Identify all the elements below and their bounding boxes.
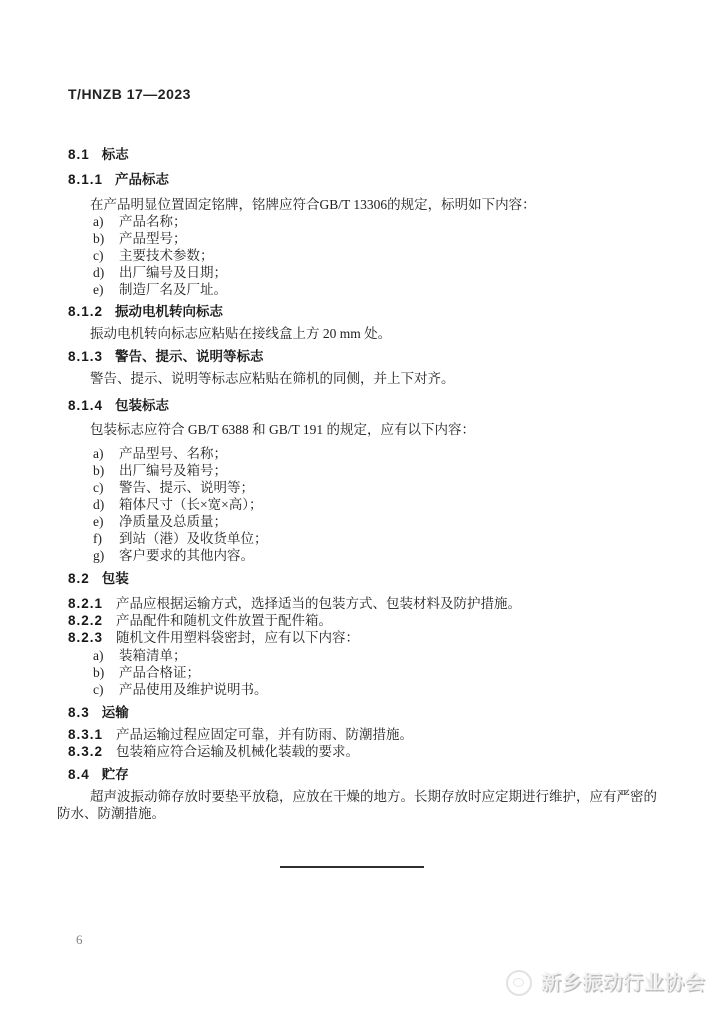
- clause-number: 8.2.3: [68, 630, 104, 645]
- list-item: [93, 647, 663, 664]
- list-item: [93, 530, 663, 547]
- clause-8.3.2: [68, 743, 663, 760]
- clause-8.2-heading: [68, 570, 663, 587]
- clause-number: 8.4: [68, 767, 90, 782]
- clause-title: 运输: [101, 705, 129, 720]
- list-item-text: 产品使用及维护说明书。: [119, 682, 268, 697]
- list-item-label: e): [93, 514, 104, 529]
- clause-text: 产品应根据运输方式，选择适当的包装方式、包装材料及防护措施。: [116, 596, 522, 611]
- list-item-text: 产品合格证；: [119, 665, 200, 680]
- end-of-section-rule: [280, 866, 424, 868]
- list-item-text: 制造厂名及厂址。: [119, 282, 227, 297]
- clause-8.1.2-heading: [68, 303, 663, 320]
- list-item: [93, 281, 663, 298]
- clause-number: 8.3: [68, 705, 90, 720]
- list-item: [93, 513, 663, 530]
- clause-8.1-heading: [68, 146, 663, 163]
- list-item: [93, 664, 663, 681]
- clause-text: 产品配件和随机文件放置于配件箱。: [116, 613, 333, 628]
- clause-8.1.2-paragraph: 振动电机转向标志应粘贴在接线盒上方 20 mm 处。: [90, 326, 392, 341]
- clause-number: 8.2.2: [68, 613, 104, 628]
- list-item-text: 到站（港）及收货单位；: [119, 531, 268, 546]
- list-item-label: c): [93, 480, 104, 495]
- clause-8.4-heading: [68, 766, 663, 783]
- document-body: [57, 0, 663, 822]
- clause-text: 随机文件用塑料袋密封，应有以下内容：: [116, 630, 360, 645]
- list-item-text: 出厂编号及日期；: [119, 265, 227, 280]
- list-item-label: b): [93, 665, 105, 680]
- clause-number: 8.1.1: [68, 172, 104, 187]
- clause-number: 8.1.2: [68, 304, 104, 319]
- clause-8.1.4-paragraph: 包装标志应符合 GB/T 6388 和 GB/T 191 的规定，应有以下内容：: [90, 422, 476, 437]
- list-item-text: 产品名称；: [119, 214, 187, 229]
- clause-8.2.2: [68, 612, 663, 629]
- list-item-label: a): [93, 446, 104, 461]
- standard-number-header: T/HNZB 17—2023: [68, 86, 191, 102]
- clause-8.2.3-list: [57, 647, 663, 698]
- list-item: [93, 479, 663, 496]
- clause-8.1.3-paragraph: 警告、提示、说明等标志应粘贴在筛机的同侧，并上下对齐。: [90, 371, 455, 386]
- list-item-text: 产品型号；: [119, 231, 187, 246]
- list-item-label: c): [93, 248, 104, 263]
- clause-title: 振动电机转向标志: [115, 304, 224, 319]
- clause-title: 贮存: [101, 767, 129, 782]
- list-item: [93, 496, 663, 513]
- list-item-label: g): [93, 548, 105, 563]
- list-item: [93, 213, 663, 230]
- clause-number: 8.1.3: [68, 349, 104, 364]
- clause-text: 产品运输过程应固定可靠，并有防雨、防潮措施。: [116, 727, 414, 742]
- clause-number: 8.1: [68, 147, 90, 162]
- list-item-text: 产品型号、名称；: [119, 446, 227, 461]
- clause-title: 包装标志: [115, 398, 170, 413]
- list-item: [93, 681, 663, 698]
- clause-8.1.4-heading: [68, 397, 663, 414]
- clause-8.1.1-heading: [68, 171, 663, 188]
- list-item-label: e): [93, 282, 104, 297]
- list-item-label: c): [93, 682, 104, 697]
- clause-number: 8.2.1: [68, 596, 104, 611]
- list-item-text: 主要技术参数；: [119, 248, 214, 263]
- list-item: [93, 230, 663, 247]
- list-item-label: b): [93, 231, 105, 246]
- list-item-label: f): [93, 531, 102, 546]
- list-item-label: d): [93, 497, 105, 512]
- clause-title: 警告、提示、说明等标志: [115, 349, 264, 364]
- clause-number: 8.3.2: [68, 744, 104, 759]
- list-item-text: 出厂编号及箱号；: [119, 463, 227, 478]
- association-name: 新乡振动行业协会: [541, 971, 705, 994]
- list-item-label: a): [93, 214, 104, 229]
- list-item: [93, 247, 663, 264]
- clause-title: 标志: [101, 147, 129, 162]
- clause-title: 产品标志: [115, 172, 170, 187]
- clause-8.4-paragraph: 超声波振动筛存放时要垫平放稳，应放在干燥的地方。长期存放时应定期进行维护，应有严密的防水、防潮措施。: [57, 789, 657, 821]
- list-item: [93, 445, 663, 462]
- clause-8.1.3-heading: [68, 348, 663, 365]
- clause-8.1.1-list: [57, 213, 663, 298]
- list-item-text: 警告、提示、说明等；: [119, 480, 254, 495]
- clause-number: 8.1.4: [68, 398, 104, 413]
- list-item-text: 箱体尺寸（长×宽×高）；: [119, 497, 263, 512]
- clause-text: 包装箱应符合运输及机械化装载的要求。: [116, 744, 360, 759]
- list-item-label: b): [93, 463, 105, 478]
- clause-8.1.4-list: [57, 445, 663, 564]
- association-seal-icon: [506, 970, 532, 996]
- clause-number: 8.3.1: [68, 727, 104, 742]
- clause-number: 8.2: [68, 571, 90, 586]
- clause-title: 包装: [101, 571, 129, 586]
- list-item-text: 装箱清单；: [119, 648, 187, 663]
- list-item-text: 客户要求的其他内容。: [119, 548, 254, 563]
- list-item: [93, 462, 663, 479]
- list-item: [93, 264, 663, 281]
- clause-8.2.1: [68, 595, 663, 612]
- clause-8.3-heading: [68, 704, 663, 721]
- clause-8.1.1-paragraph: 在产品明显位置固定铭牌，铭牌应符合GB/T 13306的规定，标明如下内容：: [90, 197, 536, 212]
- footer-watermark: [506, 970, 705, 996]
- list-item: [93, 547, 663, 564]
- clause-8.3.1: [68, 726, 663, 743]
- clause-8.2.3: [68, 629, 663, 646]
- page-number: 6: [76, 932, 83, 947]
- list-item-label: d): [93, 265, 105, 280]
- list-item-text: 净质量及总质量；: [119, 514, 227, 529]
- list-item-label: a): [93, 648, 104, 663]
